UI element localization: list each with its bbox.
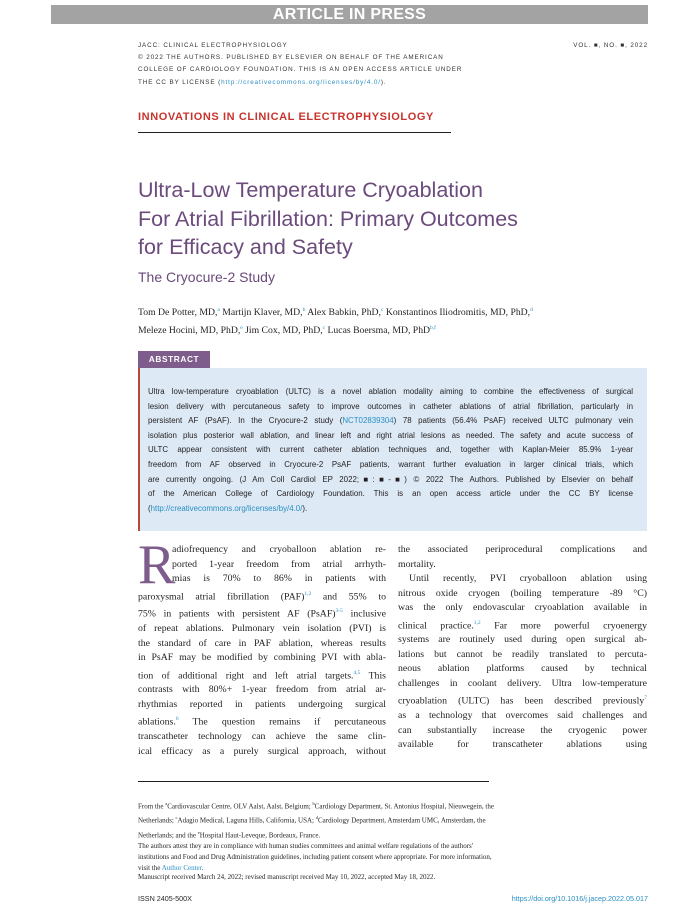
abstract-line: are currently ongoing. (J Am Coll Cardiol EP 2022;■:■-■) © 2022 The Authors. Published by Elsevier on behalf	[148, 474, 633, 484]
body-line: lations but cannot be readily translated to percuta-	[398, 648, 647, 660]
body-column-left	[138, 543, 386, 759]
footnote-line: visit the Author Center.	[138, 863, 204, 872]
journal-name: JACC: CLINICAL ELECTROPHYSIOLOGY	[138, 42, 288, 49]
manuscript-dates: Manuscript received March 24, 2022; revised manuscript received May 10, 2022, accepted May 18, 2022.	[138, 873, 436, 881]
body-line: cryoablation (ULTC) has been described previously$^7$	[398, 695, 647, 707]
body-line: contrasts with 80%+ 1-year freedom from atrial ar-	[138, 684, 386, 696]
abstract-line: persistent AF (PsAF). In the Cryocure-2 study (NCT02839304) 78 patients (56.4% PsAF) received ULTC pulmonary vein	[148, 416, 633, 426]
abstract-line: isolation plus posterior wall ablation, and linear left and right atrial lesions as needed. The safety and acute success of	[148, 430, 633, 440]
footnote-line: Netherlands; and the $^e$Hospital Haut-Leveque, Bordeaux, France.	[138, 829, 321, 839]
body-line: Until recently, PVI cryoballoon ablation using	[409, 573, 647, 584]
body-line: in PsAF may be modified by combining PVI with abla-	[138, 652, 386, 664]
body-line: as a technology that overcomes said challenges and	[398, 710, 647, 722]
body-line: available for transcatheter ablations using	[398, 739, 647, 751]
body-line: the associated periprocedural complications and	[398, 544, 647, 555]
body-line: 75% in patients with persistent AF (PsAF)$^{3-5}$ inclusive	[138, 608, 386, 620]
abstract-text	[148, 385, 633, 516]
title-line-1: Ultra-Low Temperature Cryoablation	[138, 178, 483, 202]
body-line: challenges in coolant delivery. Ultra low-temperature	[398, 677, 647, 689]
body-line: rhythmias reported in patients undergoing surgical	[138, 698, 386, 710]
abstract-line: Ultra low-temperature cryoablation (ULTC) is a novel ablation modality aiming to combine the effectiveness of surgical	[148, 387, 633, 396]
abstract-line: (http://creativecommons.org/licenses/by/4.0/).	[148, 503, 308, 513]
body-line: paroxysmal atrial fibrillation (PAF)$^{1,2}$ and 55% to	[138, 590, 386, 602]
body-column-right	[398, 543, 647, 753]
footnote-divider	[138, 781, 489, 782]
author-line-1: Tom De Potter, MD,$^a$ Martijn Klaver, MD,$^b$ Alex Babkin, PhD,$^c$ Konstantinos Iliodromitis, MD, PhD,$^d$	[138, 307, 533, 319]
article-title	[138, 176, 658, 262]
body-line: tion of additional right and left atrial targets.$^{4,5}$ This	[138, 669, 386, 681]
footnote-line: The authors attest they are in compliance with human studies committees and animal welfare regulations of the authors'	[138, 841, 474, 850]
body-line: the standard of care in PAF ablation, whereas results	[138, 637, 386, 649]
body-line: mortality.	[398, 558, 436, 570]
license-link[interactable]: http://creativecommons.org/licenses/by/4.0/	[221, 78, 381, 86]
abstract-line: ULTC appear consistent with current catheter ablation techniques and, together with Kaplan-Meier 85.9% 1-year	[148, 445, 633, 455]
volume-label: VOL. ■, NO. ■, 2022	[573, 42, 648, 49]
copyright-line-1: © 2022 THE AUTHORS. PUBLISHED BY ELSEVIER ON BEHALF OF THE AMERICAN	[138, 54, 444, 62]
article-subtitle: The Cryocure-2 Study	[138, 269, 275, 285]
body-line: clinical practice.$^{1,2}$ Far more powerful cryoenergy	[398, 619, 647, 631]
copyright-line-3: THE CC BY LICENSE (http://creativecommons.org/licenses/by/4.0/).	[138, 78, 387, 86]
issn: ISSN 2405-500X	[138, 894, 192, 903]
body-line: adiofrequency and cryoballoon ablation re-	[172, 544, 386, 555]
abstract-line: freedom from AF observed in Cryocure-2 PsAF patients, warrant further evaluation in larger clinical trials, which	[148, 459, 633, 469]
copyright-line-2: COLLEGE OF CARDIOLOGY FOUNDATION. THIS IS AN OPEN ACCESS ARTICLE UNDER	[138, 66, 463, 74]
trial-registry-link[interactable]: NCT02839304	[342, 416, 394, 426]
doi-link[interactable]: https://doi.org/10.1016/j.jacep.2022.05.017	[511, 894, 648, 903]
abstract-label: ABSTRACT	[138, 351, 210, 368]
body-line: was the only endovascular cryoablation available in	[398, 602, 647, 613]
title-line-2: For Atrial Fibrillation: Primary Outcomes	[138, 206, 518, 231]
author-list	[138, 303, 638, 338]
author-line-2: Meleze Hocini, MD, PhD,$^e$ Jim Cox, MD, PhD,$^c$ Lucas Boersma, MD, PhD$^{b,f}$	[138, 324, 436, 336]
body-line: nitrous oxide cryogen (boiling temperature -89 °C)	[398, 587, 647, 599]
drop-cap: R	[138, 534, 176, 596]
abstract-accent-bar	[138, 368, 140, 531]
abstract-line: lesion delivery with percutaneous safety to improve outcomes in catheter ablations of atrial fibrillation, particularly in	[148, 401, 633, 411]
section-heading: INNOVATIONS IN CLINICAL ELECTROPHYSIOLOGY	[138, 111, 434, 123]
body-line: ablations.$^6$ The question remains if percutaneous	[138, 716, 386, 728]
body-line: transcatheter technology can achieve the same clin-	[138, 731, 386, 743]
body-line: mias is 70% to 86% in patients with	[172, 573, 386, 584]
footnote-line: Netherlands; $^c$Adagio Medical, Laguna Hills, California, USA; $^d$Cardiology Department, Amsterdam UMC, Amsterdam, the	[138, 815, 486, 825]
affiliations-footnote	[138, 798, 608, 874]
title-line-3: for Efficacy and Safety	[138, 235, 353, 259]
body-line: systems are routinely used during open surgical ab-	[398, 634, 647, 646]
body-line: ical efficacy as a purely surgical approach, without	[138, 745, 386, 757]
body-line: neous ablation platforms caused by technical	[398, 663, 647, 675]
footnote-line: institutions and Food and Drug Administration guidelines, including patient consent where appropriate. For more information,	[138, 852, 492, 861]
abstract-license-link[interactable]: http://creativecommons.org/licenses/by/4.0/	[150, 503, 303, 513]
footnote-line: From the $^a$Cardiovascular Centre, OLV Aalst, Aalst, Belgium; $^b$Cardiology Department, St. Antonius Hospital, Nieuwegein, the	[138, 801, 494, 811]
author-center-link[interactable]: Author Center	[161, 863, 202, 872]
body-line: ported 1-year freedom from atrial arrhyth-	[172, 558, 386, 570]
section-divider	[138, 132, 451, 133]
body-line: can substantially increase the cryogenic power	[398, 724, 647, 736]
journal-meta	[138, 40, 468, 89]
abstract-line: of the American College of Cardiology Foundation. This is an open access article under the CC BY license	[148, 489, 633, 499]
article-in-press-banner: ARTICLE IN PRESS	[51, 5, 648, 24]
body-line: of repeat ablations. Pulmonary vein isolation (PVI) is	[138, 623, 386, 635]
